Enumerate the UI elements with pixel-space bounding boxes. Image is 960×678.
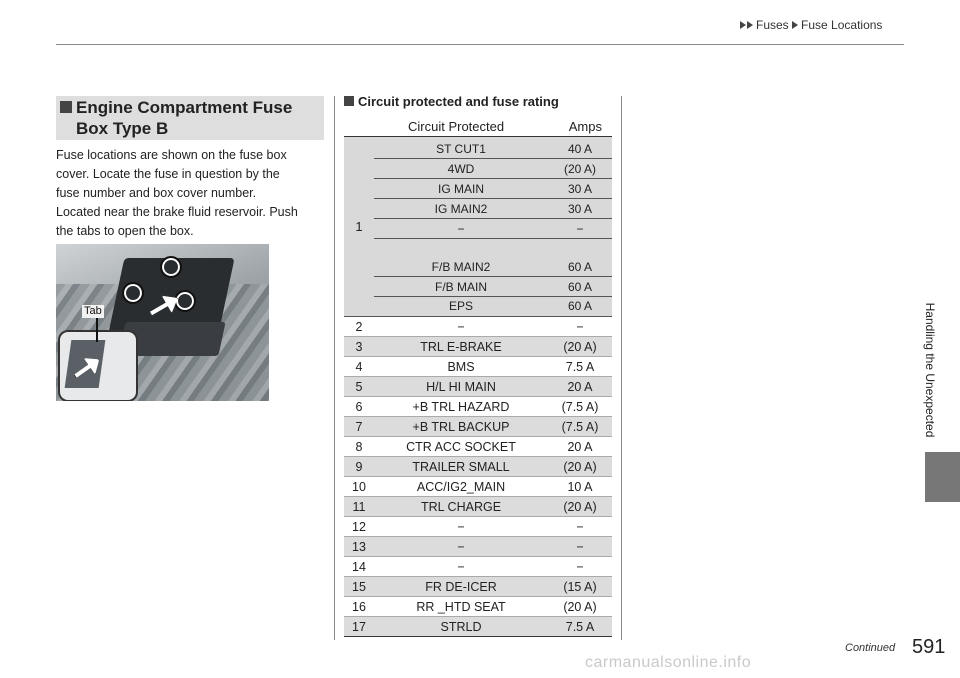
table-header-row xyxy=(344,116,612,137)
table-subrow xyxy=(374,159,612,179)
circuit-name: F/B MAIN2 xyxy=(431,260,491,274)
fuse-amps: 7.5 A xyxy=(565,620,595,634)
fuse-amps: − xyxy=(576,320,584,334)
fuse-number: 2 xyxy=(355,320,363,334)
table-subrow xyxy=(374,257,612,277)
fuse-number: 8 xyxy=(355,440,363,454)
column-header-circuit: Circuit Protected xyxy=(408,119,505,134)
circuit-name: CTR ACC SOCKET xyxy=(406,440,516,454)
fuse-number: 5 xyxy=(355,380,363,394)
circuit-name: F/B MAIN xyxy=(434,280,487,294)
tab-circle-icon xyxy=(160,256,182,278)
fuse-amps: 7.5 A xyxy=(565,360,595,374)
fuse-number: 14 xyxy=(352,560,366,574)
header-divider xyxy=(56,44,904,45)
fuse-amps: (20 A) xyxy=(563,500,597,514)
table-row xyxy=(344,437,612,457)
fuse-number: 15 xyxy=(352,580,366,594)
fuse-amps: (7.5 A) xyxy=(561,400,599,414)
circuit-name: ACC/IG2_MAIN xyxy=(416,480,506,494)
description-line: Located near the brake fluid reservoir. Push xyxy=(56,205,298,219)
description-line: fuse number and box cover number. xyxy=(56,186,257,200)
table-row xyxy=(344,357,612,377)
column-divider xyxy=(621,96,622,640)
fuse-amps: 60 A xyxy=(567,280,593,294)
section-description xyxy=(56,146,326,241)
fuse-amps: − xyxy=(576,560,584,574)
table-row xyxy=(344,577,612,597)
table-row xyxy=(344,557,612,577)
circuit-name: IG MAIN xyxy=(437,182,484,196)
tab-circle-icon xyxy=(174,290,196,312)
fuse-amps: − xyxy=(576,540,584,554)
breadcrumb-item[interactable]: Fuses xyxy=(756,18,789,32)
continued-label: Continued xyxy=(845,642,896,654)
column-divider xyxy=(334,96,335,640)
circuit-name: BMS xyxy=(447,360,475,374)
fuse-number: 16 xyxy=(352,600,366,614)
fuse-number: 1 xyxy=(355,219,363,234)
fuse-number: 9 xyxy=(355,460,363,474)
table-row xyxy=(344,597,612,617)
circuit-name: FR DE-ICER xyxy=(425,580,497,594)
fuse-amps: (20 A) xyxy=(563,162,596,176)
fuse-number: 13 xyxy=(352,540,366,554)
table-row xyxy=(344,317,612,337)
fuse-table xyxy=(344,116,612,637)
table-subrow xyxy=(374,179,612,199)
fuse-number: 10 xyxy=(352,480,366,494)
description-line: cover. Locate the fuse in question by the xyxy=(56,167,280,181)
description-line: Fuse locations are shown on the fuse box xyxy=(56,148,287,162)
table-title: Circuit protected and fuse rating xyxy=(358,94,559,109)
fuse-amps: 20 A xyxy=(567,440,593,454)
table-row xyxy=(344,497,612,517)
fuse-number: 7 xyxy=(355,420,363,434)
fuse-amps: (7.5 A) xyxy=(561,420,599,434)
fuse-amps: − xyxy=(576,520,584,534)
table-row xyxy=(344,397,612,417)
fuse-amps: (20 A) xyxy=(563,340,597,354)
fuse-number: 11 xyxy=(352,500,366,514)
table-subrow xyxy=(374,219,612,239)
tab-circle-icon xyxy=(122,282,144,304)
tab-leader-line xyxy=(96,318,98,342)
tab-callout-label: Tab xyxy=(84,305,102,317)
table-row xyxy=(344,537,612,557)
chapter-label: Handling the Unexpected xyxy=(923,302,937,438)
fuse-amps: (20 A) xyxy=(563,460,597,474)
heading-square-icon xyxy=(344,96,354,106)
fuse-number: 3 xyxy=(355,340,363,354)
fuse-amps: 40 A xyxy=(567,142,593,156)
section-heading xyxy=(56,96,324,140)
fuse-amps: (20 A) xyxy=(563,600,597,614)
table-row xyxy=(344,377,612,397)
circuit-name: TRL CHARGE xyxy=(420,500,502,514)
fuse-number: 4 xyxy=(355,360,363,374)
circuit-name: − xyxy=(457,520,465,534)
circuit-name: TRAILER SMALL xyxy=(412,460,510,474)
fuse-amps: 60 A xyxy=(567,299,593,313)
table-row xyxy=(344,517,612,537)
column-header-amps: Amps xyxy=(568,119,602,134)
table-heading xyxy=(344,94,559,109)
table-subrow xyxy=(374,296,612,315)
circuit-name: EPS xyxy=(448,299,473,313)
table-subrow xyxy=(374,139,612,159)
circuit-name: +B TRL BACKUP xyxy=(412,420,510,434)
table-subrow xyxy=(374,277,612,297)
section-title: Engine Compartment Fuse Box Type B xyxy=(76,98,293,138)
fuse-number: 17 xyxy=(352,620,366,634)
page-number: 591 xyxy=(912,636,946,658)
table-row xyxy=(344,337,612,357)
fuse-amps: 20 A xyxy=(567,380,593,394)
circuit-name: TRL E-BRAKE xyxy=(420,340,502,354)
description-line: the tabs to open the box. xyxy=(56,224,194,238)
circuit-name: STRLD xyxy=(440,620,482,634)
table-row xyxy=(344,477,612,497)
tab-part xyxy=(65,340,106,388)
heading-square-icon xyxy=(60,101,72,113)
table-row xyxy=(344,457,612,477)
breadcrumb-item[interactable]: Fuse Locations xyxy=(801,18,883,32)
circuit-name: RR _HTD SEAT xyxy=(416,600,506,614)
fuse-amps: (15 A) xyxy=(563,580,597,594)
table-row xyxy=(344,417,612,437)
fuse-group-1 xyxy=(344,137,612,317)
chapter-side-tab xyxy=(920,290,940,450)
circuit-name: − xyxy=(457,320,465,334)
fuse-number: 12 xyxy=(352,520,366,534)
fuse-amps: 30 A xyxy=(567,202,593,216)
circuit-name: 4WD xyxy=(447,162,475,176)
circuit-name: − xyxy=(457,540,465,554)
chapter-marker-block xyxy=(925,452,960,502)
breadcrumb-arrow-icon xyxy=(792,21,798,29)
fuse-amps: 10 A xyxy=(567,480,593,494)
fuse-amps: 60 A xyxy=(567,260,593,274)
circuit-name: +B TRL HAZARD xyxy=(412,400,510,414)
circuit-name: IG MAIN2 xyxy=(434,202,488,216)
circuit-name: − xyxy=(457,560,465,574)
fuse-amps: 30 A xyxy=(567,182,593,196)
table-subrow xyxy=(374,199,612,219)
circuit-name: − xyxy=(457,222,465,236)
table-row xyxy=(344,617,612,637)
circuit-name: ST CUT1 xyxy=(436,142,486,156)
watermark: carmanualsonline.info xyxy=(585,654,752,671)
breadcrumb xyxy=(740,18,882,32)
breadcrumb-arrow-icon xyxy=(747,21,753,29)
circuit-name: H/L HI MAIN xyxy=(426,380,496,394)
fuse-number: 6 xyxy=(355,400,363,414)
breadcrumb-arrow-icon xyxy=(740,21,746,29)
tab-detail-inset xyxy=(58,330,138,401)
fuse-box-photo xyxy=(56,244,269,401)
fuse-amps: − xyxy=(576,222,584,236)
